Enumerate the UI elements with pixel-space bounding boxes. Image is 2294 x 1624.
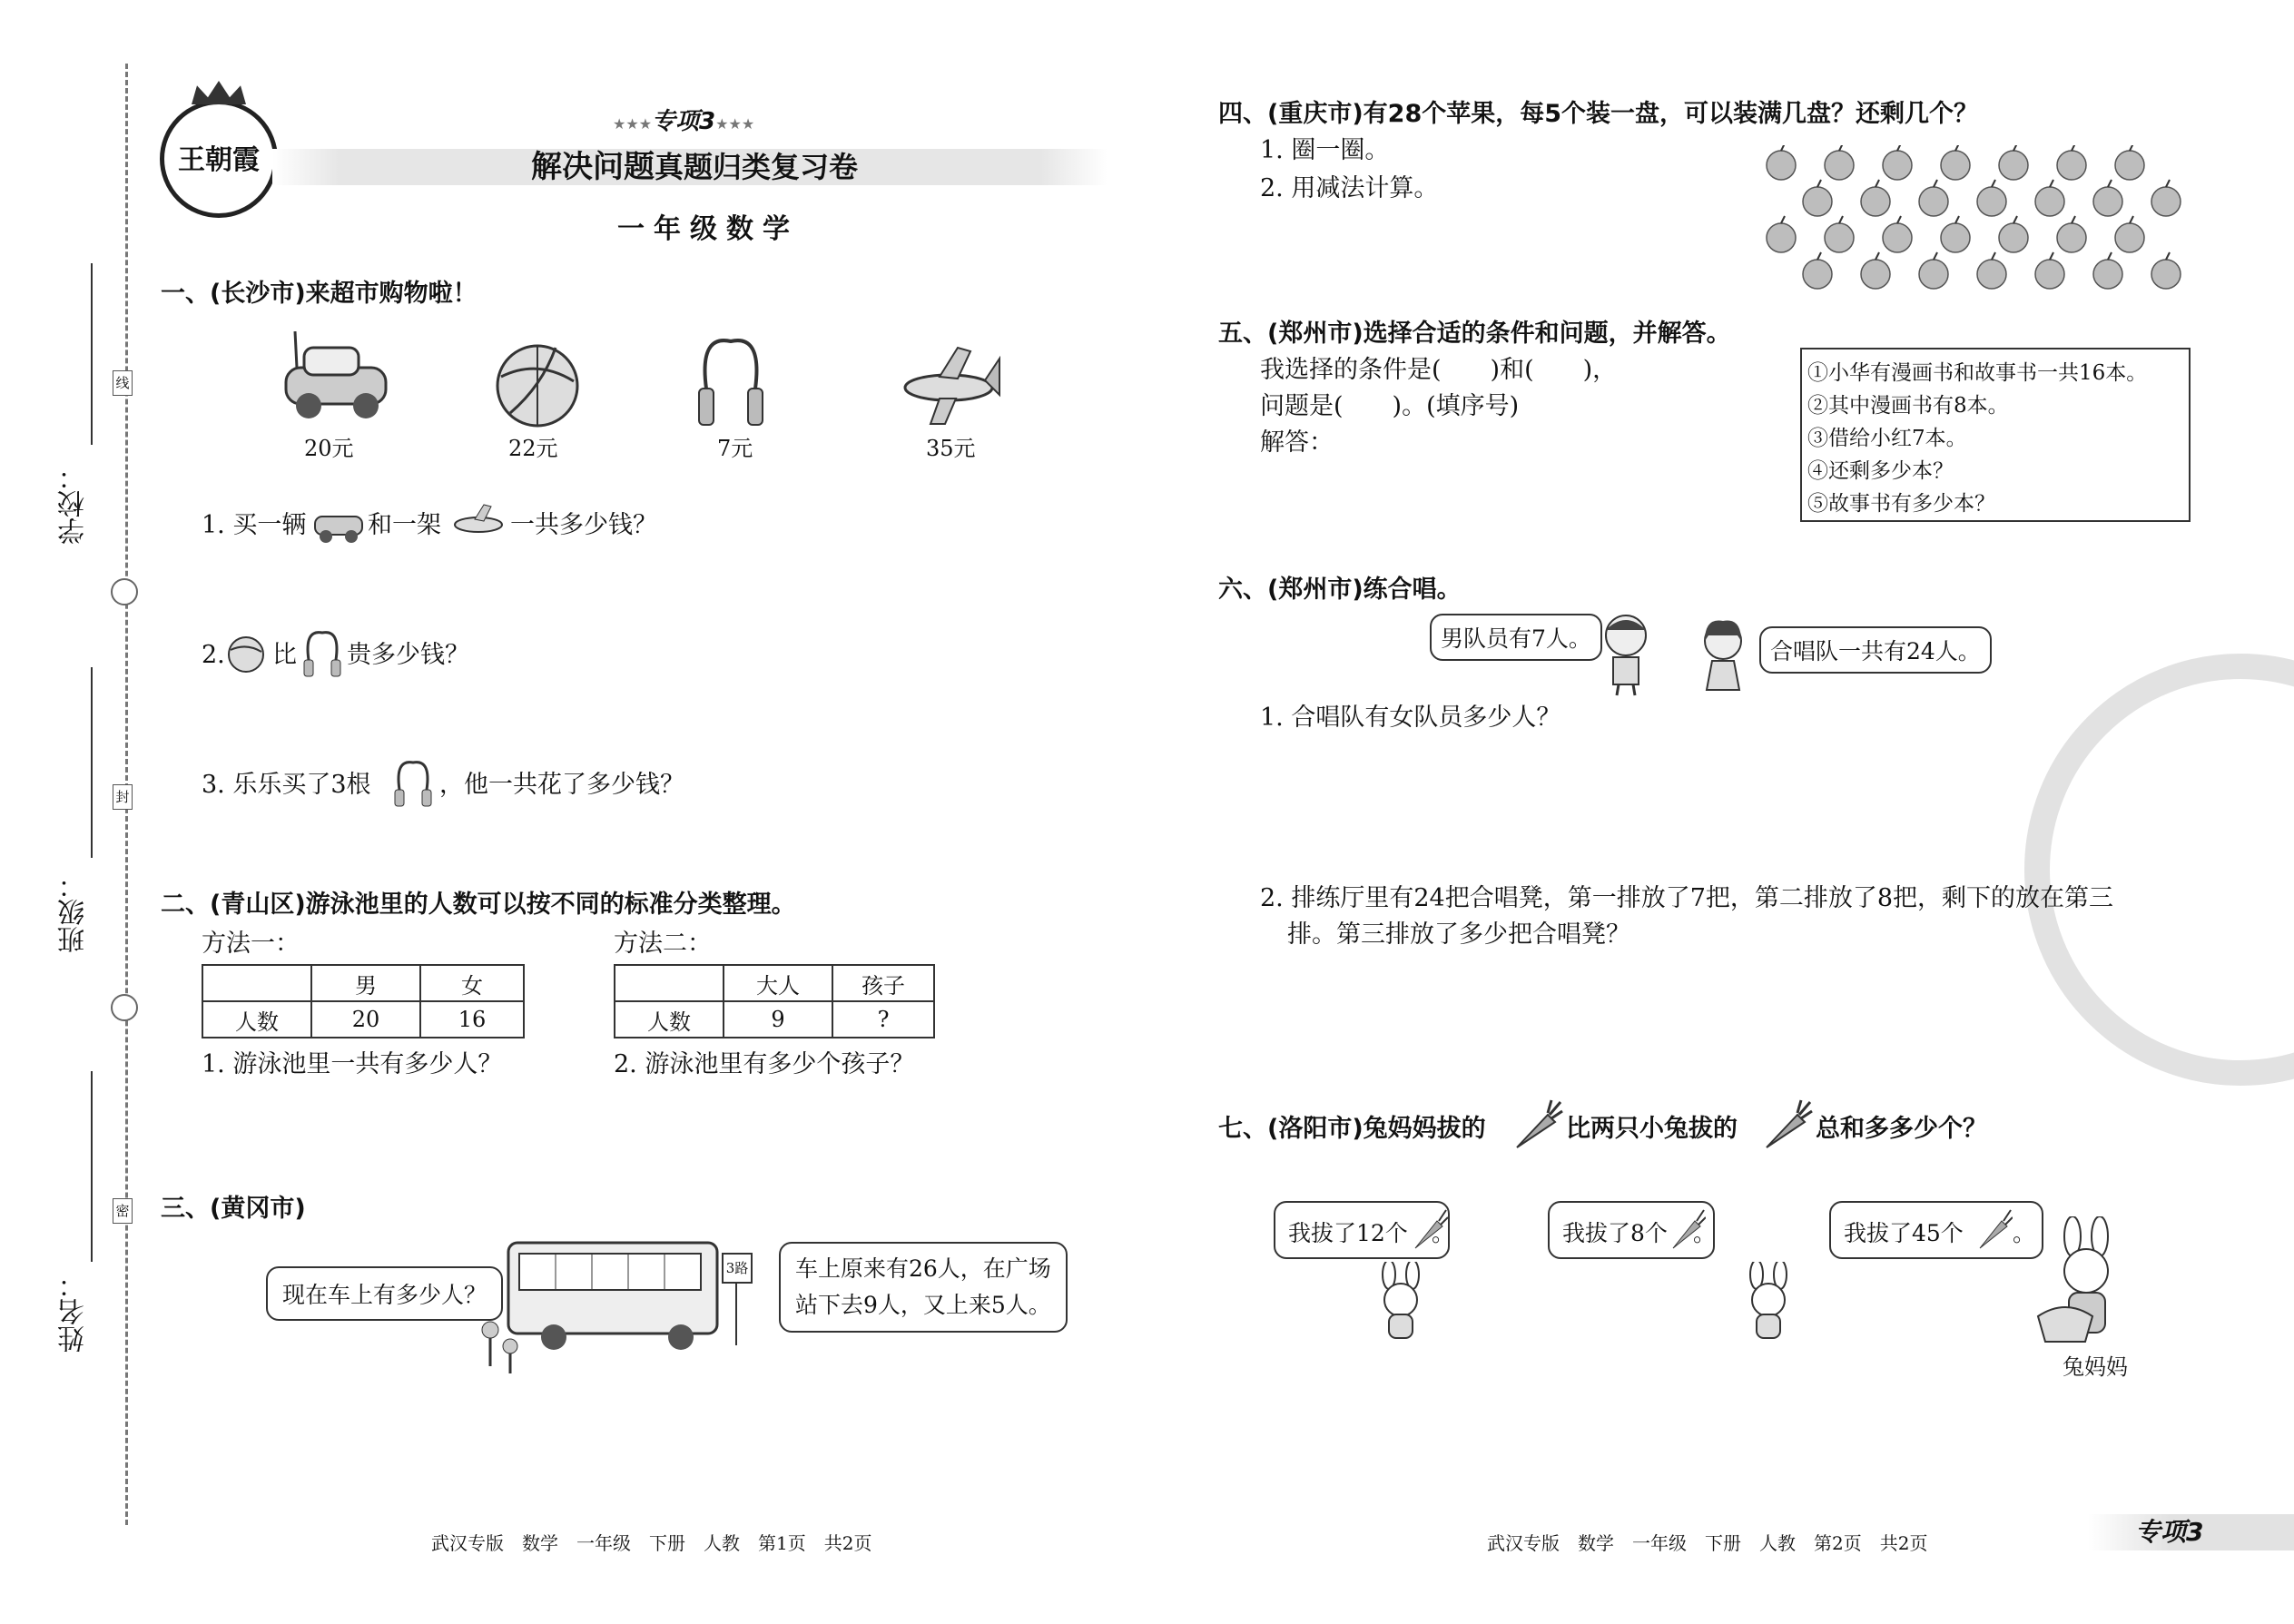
q5-answer-label: 解答： <box>1260 428 1334 457</box>
name-label: 姓名： <box>58 1271 90 1353</box>
mother-rabbit-icon <box>2029 1216 2138 1343</box>
apple-icon <box>2151 252 2181 289</box>
q7-bubble-rabbit-2: 我拔了8个 。 <box>1548 1201 1715 1259</box>
q2-problem-2: 2. 游泳池里有多少个孩子？ <box>614 1050 915 1078</box>
q6-bubble-boy: 男队员有7人。 <box>1430 614 1602 661</box>
apple-icon <box>1883 216 1912 252</box>
q4-heading: 四、(重庆市)有28个苹果，每5个装一盘，可以装满几盘？还剩几个？ <box>1218 100 1979 128</box>
class-label: 班级： <box>58 871 90 953</box>
series-label: ★★★专项3★★★ <box>613 108 755 135</box>
method-1-table: 男 女 人数 20 16 <box>202 964 525 1038</box>
apple-icon <box>1941 216 1970 252</box>
jump-rope-icon <box>390 759 436 810</box>
jump-rope-icon <box>690 334 772 434</box>
footer-badge-label: 专项3 <box>2135 1517 2204 1547</box>
q3-bubble-question: 现在车上有多少人？ <box>266 1266 503 1321</box>
apple-icon <box>1767 145 1796 180</box>
q2-problem-1: 1. 游泳池里一共有多少人？ <box>202 1050 503 1078</box>
apple-icon <box>2151 180 2181 216</box>
q4-problem-2: 2. 用减法计算。 <box>1260 174 1439 202</box>
q6-problem-2-line1: 2. 排练厅里有24把合唱凳，第一排放了7把，第二排放了8把，剩下的放在第三 <box>1260 884 2114 912</box>
apple-icon <box>2057 216 2086 252</box>
carrot-icon <box>1510 1098 1564 1153</box>
secret-watermark <box>2024 654 2294 1086</box>
apple-icon <box>1861 252 1890 289</box>
q5-options-box <box>1800 348 2191 522</box>
bus-stop-pole <box>735 1282 737 1345</box>
mark-seal: 封 <box>113 784 133 810</box>
page-title: 解决问题真题归类复习卷 <box>531 149 859 185</box>
apple-icon <box>1825 216 1854 252</box>
mother-rabbit-label: 兔妈妈 <box>2063 1354 2128 1380</box>
class-line <box>91 667 93 858</box>
q4-problem-1: 1. 圈一圈。 <box>1260 136 1390 164</box>
girl-icon <box>1696 617 1750 699</box>
scissors-icon <box>111 994 138 1021</box>
method-1-label: 方法一： <box>202 930 300 958</box>
apple-icon <box>1977 180 2006 216</box>
q6-problem-1: 1. 合唱队有女队员多少人？ <box>1260 704 1561 732</box>
boy-icon <box>1593 610 1666 696</box>
apple-icon <box>1977 252 2006 289</box>
q7-bubble-mother: 我拔了45个 。 <box>1829 1201 2043 1259</box>
airplane-icon <box>894 340 1003 431</box>
option-1: ①小华有漫画书和故事书一共16本。 <box>1807 361 2148 385</box>
name-line <box>91 1071 93 1262</box>
apple-icon <box>1999 145 2028 180</box>
school-line <box>91 263 93 445</box>
bus-stop-sign: 3路 <box>722 1253 753 1284</box>
brand-logo: 王朝霞 <box>160 100 278 218</box>
crown-icon <box>192 81 246 104</box>
q6-bubble-girl: 合唱队一共有24人。 <box>1759 626 1992 674</box>
apple-icon <box>2093 252 2122 289</box>
apple-grid <box>1761 145 2197 300</box>
mark-secret: 密 <box>113 1198 133 1224</box>
option-5: ⑤故事书有多少本？ <box>1807 492 1995 516</box>
car-icon <box>277 331 395 431</box>
rabbit-icon <box>1729 1262 1811 1343</box>
carrot-icon <box>1759 1098 1814 1153</box>
footer-right: 武汉专版 数学 一年级 下册 人教 第2页 共2页 <box>1487 1532 1928 1554</box>
option-4: ④还剩多少本？ <box>1807 459 1954 483</box>
apple-icon <box>2035 252 2064 289</box>
apple-icon <box>1861 180 1890 216</box>
method-2-table: 大人 孩子 人数 9 ? <box>614 964 935 1038</box>
q1-heading: 一、(长沙市)来超市购物啦！ <box>161 280 478 308</box>
method-2-label: 方法二： <box>614 930 712 958</box>
q5-choice-line: 我选择的条件是( )和( )， <box>1260 356 1618 384</box>
q6-heading: 六、(郑州市)练合唱。 <box>1218 576 1462 604</box>
carrot-icon <box>1976 1206 2013 1252</box>
ball-icon <box>225 634 267 675</box>
car-icon <box>311 504 366 545</box>
bus-icon <box>472 1239 726 1375</box>
q2-heading: 二、(青山区)游泳池里的人数可以按不同的标准分类整理。 <box>161 891 796 919</box>
school-label: 学校： <box>58 463 90 545</box>
q3-bubble-info: 车上原来有26人，在广场 站下去9人，又上来5人。 <box>779 1242 1068 1333</box>
apple-icon <box>2057 145 2086 180</box>
apple-icon <box>2093 180 2122 216</box>
q6-problem-2-line2: 排。第三排放了多少把合唱凳？ <box>1287 920 1630 949</box>
ball-icon <box>492 340 583 431</box>
apple-icon <box>1803 180 1832 216</box>
mark-line: 线 <box>113 370 133 396</box>
apple-icon <box>1883 145 1912 180</box>
apple-icon <box>1825 145 1854 180</box>
q3-heading: 三、(黄冈市) <box>161 1195 306 1223</box>
apple-icon <box>2115 216 2144 252</box>
airplane-icon <box>449 501 508 545</box>
apple-icon <box>1919 180 1948 216</box>
option-3: ③借给小红7本。 <box>1807 427 1967 450</box>
option-2: ②其中漫画书有8本。 <box>1807 394 2009 418</box>
subject-title: 一年级数学 <box>617 213 799 245</box>
scissors-icon <box>111 578 138 605</box>
apple-icon <box>1999 216 2028 252</box>
apple-icon <box>1803 252 1832 289</box>
apple-icon <box>1767 216 1796 252</box>
apple-icon <box>1941 145 1970 180</box>
rabbit-icon <box>1362 1262 1443 1343</box>
apple-icon <box>2115 145 2144 180</box>
footer-left: 武汉专版 数学 一年级 下册 人教 第1页 共2页 <box>431 1532 872 1554</box>
apple-icon <box>2035 180 2064 216</box>
q7-bubble-rabbit-1: 我拔了12个 。 <box>1274 1201 1450 1259</box>
q5-heading: 五、(郑州市)选择合适的条件和问题，并解答。 <box>1218 320 1731 348</box>
jump-rope-icon <box>300 629 345 680</box>
apple-icon <box>1919 252 1948 289</box>
q5-question-line: 问题是( )。(填序号) <box>1260 392 1520 420</box>
